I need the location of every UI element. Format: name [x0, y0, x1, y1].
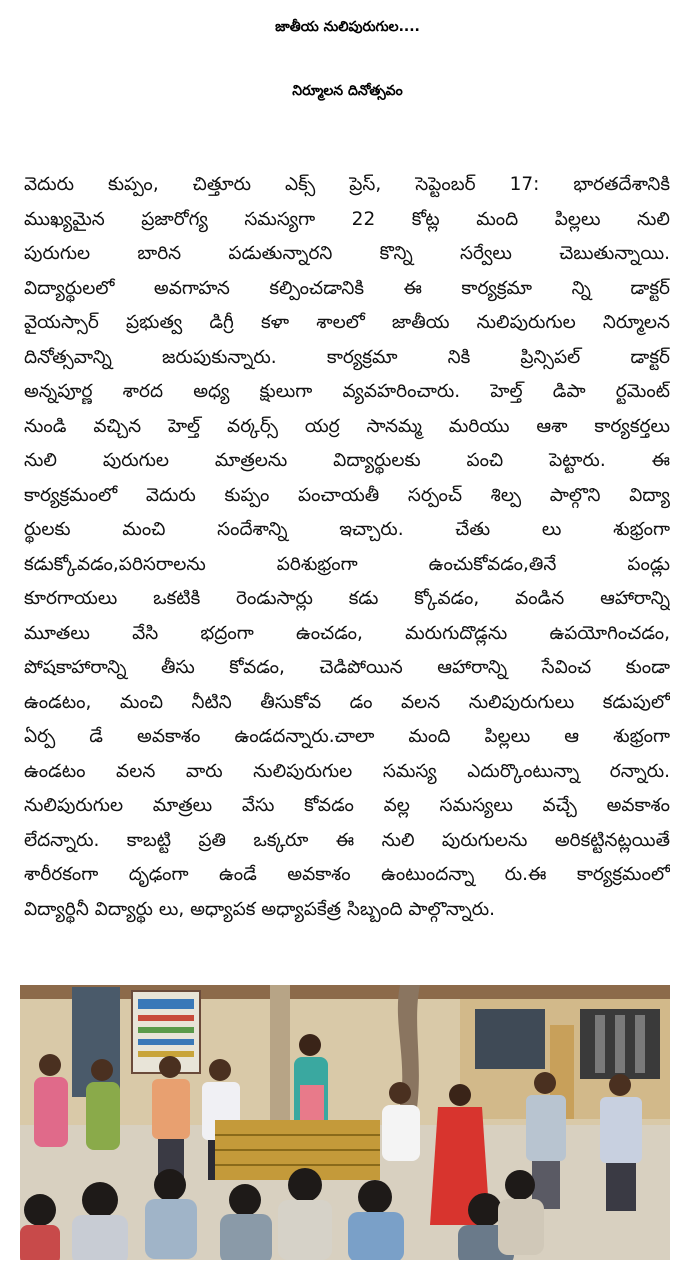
- article-line: ఏర్ప డే అవకాశం ఉండదన్నారు.చాలా మంది పిల్లలు ఆ శుభ్రంగా: [24, 726, 670, 747]
- article-line: విద్యార్థులలో అవగాహన కల్పించడానికి ఈ కార్యక్రమా న్ని డాక్టర్: [24, 277, 670, 299]
- event-photo-illustration: [20, 985, 670, 1260]
- article-line: శారీరకంగా దృఢంగా ఉండే అవకాశం ఉంటుందన్నా రు.ఈ కార్యక్రమంలో: [24, 864, 670, 885]
- headline-line-1: జాతీయ నులిపురుగుల....: [275, 19, 420, 35]
- article-line: కూరగాయలు ఒకటికి రెండుసార్లు కడు క్కోవడం, వండిన ఆహారాన్ని: [24, 588, 670, 609]
- article-line: ముఖ్యమైన ప్రజారోగ్య సమస్యగా 22 కోట్ల మంది పిల్లలు నులి: [24, 208, 670, 230]
- article-line: నుండి వచ్చిన హెల్త్ వర్కర్స్ యర్ర సానమ్మ మరియు ఆశా కార్యకర్తలు: [24, 415, 670, 437]
- event-photo: [20, 985, 670, 1260]
- article-body: [24, 168, 670, 927]
- article-line: కడుక్కోవడం,పరిసరాలను పరిశుభ్రంగా ఉంచుకోవడం,తినే పండ్లు: [24, 553, 670, 575]
- article-line: దినోత్సవాన్ని జరుపుకున్నారు. కార్యక్రమా నికి ప్రిన్సిపల్ డాక్టర్: [24, 346, 670, 368]
- article-line: లేదన్నారు. కాబట్టి ప్రతి ఒక్కరూ ఈ నులి పురుగులను అరికట్టినట్లయితే: [24, 829, 670, 851]
- article-line: నులిపురుగుల మాత్రలు వేసు కోవడం వల్ల సమస్యలు వచ్చే అవకాశం: [24, 795, 670, 816]
- article-line: పోషకాహారాన్ని తీసు కోవడం, చెడిపోయిన ఆహారాన్ని సేవించ కుండా: [24, 657, 670, 678]
- article-line: కార్యక్రమంలో వెదురు కుప్పం పంచాయతీ సర్పంచ్ శిల్ప పాల్గొని విద్యా: [24, 484, 670, 506]
- article-line: మూతలు వేసి భద్రంగా ఉంచడం, మరుగుదొడ్లను ఉపయోగించడం,: [24, 622, 670, 644]
- article-line: అన్నపూర్ణ శారద అధ్య క్షులుగా వ్యవహరించారు. హెల్త్ డిపా ర్టమెంట్: [24, 381, 670, 402]
- article-line: వైయస్సార్ ప్రభుత్వ డిగ్రీ కళా శాలలో జాతీయ నులిపురుగుల నిర్మూలన: [24, 312, 670, 333]
- article-line: ఉండటం వలన వారు నులిపురుగుల సమస్య ఎదుర్కొంటున్నా రన్నారు.: [24, 760, 670, 782]
- article-line: ఉండటం, మంచి నీటిని తీసుకోవ డం వలన నులిపురుగులు కడుపులో: [24, 691, 670, 713]
- article-line: ర్థులకు మంచి సందేశాన్ని ఇచ్చారు. చేతు లు శుభ్రంగా: [24, 519, 670, 540]
- article-line: వెదురు కుప్పం, చిత్తూరు ఎక్స్ ప్రెస్, సెప్టెంబర్ 17: భారతదేశానికి: [24, 174, 670, 195]
- article-line: పురుగుల బారిన పడుతున్నారని కొన్ని సర్వేలు చెబుతున్నాయి.: [24, 243, 670, 264]
- article-line: విద్యార్థినీ విద్యార్థు లు, అధ్యాపక అధ్యాపకేత్ర సిబ్బంది పాల్గొన్నారు.: [24, 898, 496, 920]
- headline-line-2: నిర్మూలన దినోత్సవం: [292, 83, 403, 99]
- article-line: నులి పురుగుల మాత్రలను విద్యార్థులకు పంచి పెట్టారు. ఈ: [24, 450, 670, 471]
